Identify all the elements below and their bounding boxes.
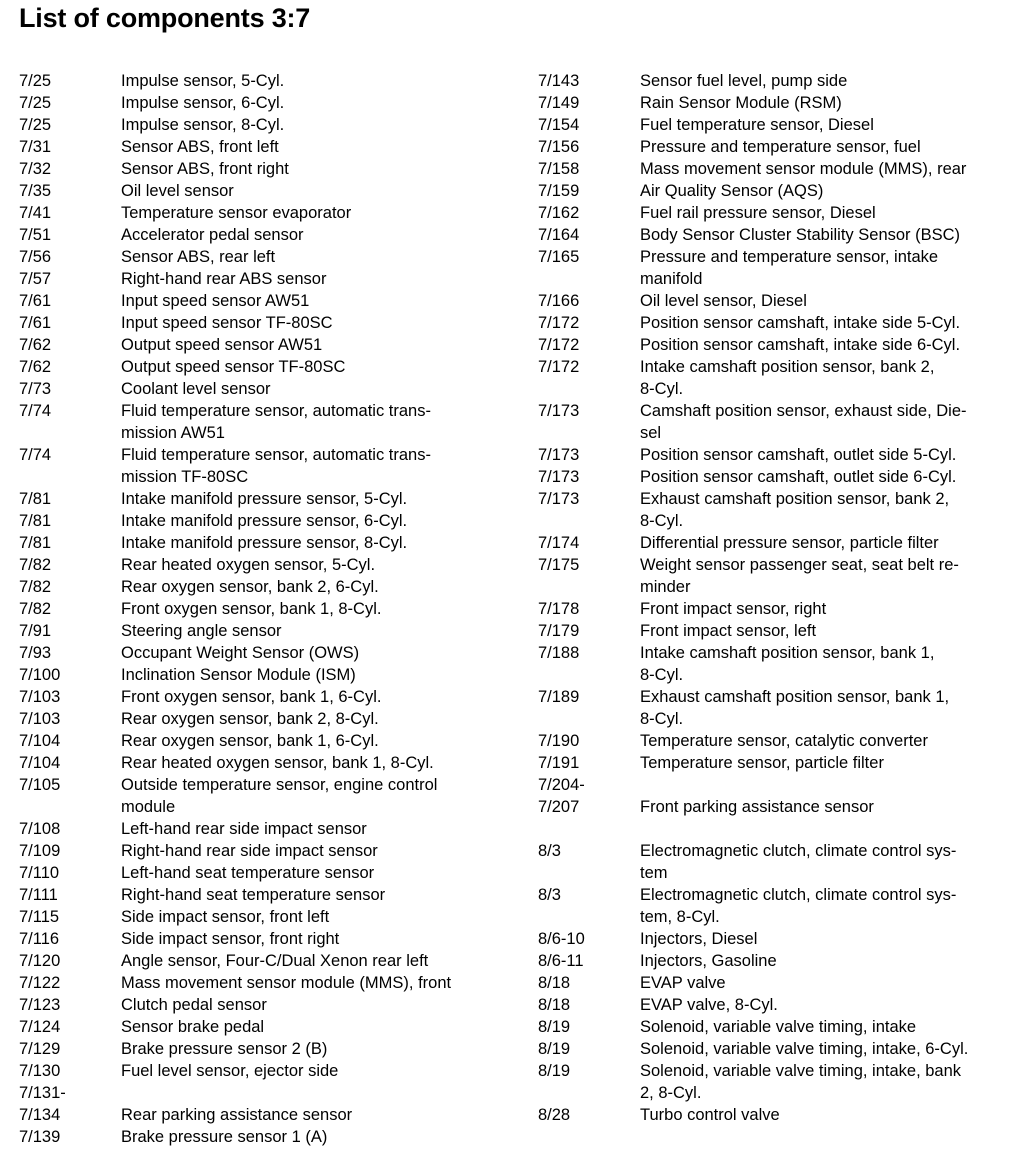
component-code: 7/166 (538, 292, 580, 310)
component-code: 7/93 (19, 644, 52, 662)
component-code (538, 664, 640, 686)
component-description: Intake manifold pressure sensor, 6-Cyl. (121, 512, 408, 530)
component-description: Rear oxygen sensor, bank 2, 8-Cyl. (121, 710, 379, 728)
component-description: EVAP valve, 8-Cyl. (640, 996, 778, 1014)
component-code: 7/179 (538, 622, 580, 640)
component-code: 7/73 (19, 380, 52, 398)
component-code: 7/105 (19, 776, 61, 794)
component-description: Brake pressure sensor 2 (B) (121, 1040, 328, 1058)
component-description: Sensor ABS, front right (121, 160, 289, 178)
component-description: Position sensor camshaft, outlet side 5-Cyl. (640, 446, 957, 464)
component-description: Outside temperature sensor, engine control (121, 776, 438, 794)
component-description: Accelerator pedal sensor (121, 226, 304, 244)
component-description: Sensor ABS, front left (121, 138, 279, 156)
component-code: 7/131- (19, 1084, 66, 1102)
component-code: 7/172 (538, 336, 580, 354)
component-code: 7/175 (538, 556, 580, 574)
component-code: 7/104 (19, 732, 61, 750)
component-description: Sensor ABS, rear left (121, 248, 276, 266)
component-code: 7/103 (19, 710, 61, 728)
component-description: Coolant level sensor (121, 380, 271, 398)
component-code: 7/173 (538, 446, 580, 464)
component-description: Right-hand rear side impact sensor (121, 842, 378, 860)
component-description: Temperature sensor, particle filter (640, 754, 884, 772)
component-code: 7/103 (19, 688, 61, 706)
component-code: 7/122 (19, 974, 61, 992)
component-code: 7/51 (19, 226, 52, 244)
component-description: Fluid temperature sensor, automatic trans- (121, 402, 431, 420)
component-code: 8/18 (538, 974, 571, 992)
component-description: Front impact sensor, right (640, 600, 827, 618)
component-code: 8/28 (538, 1106, 571, 1124)
component-code (538, 862, 640, 884)
component-code (538, 708, 640, 730)
component-description: Weight sensor passenger seat, seat belt re- (640, 556, 959, 574)
component-description: Front impact sensor, left (640, 622, 817, 640)
component-code: 7/191 (538, 754, 580, 772)
component-description: Steering angle sensor (121, 622, 282, 640)
component-description: Impulse sensor, 8-Cyl. (121, 116, 285, 134)
component-description: Position sensor camshaft, intake side 5-Cyl. (640, 314, 961, 332)
component-description: Solenoid, variable valve timing, intake (640, 1018, 917, 1036)
component-description: minder (640, 578, 691, 596)
component-description: Rain Sensor Module (RSM) (640, 94, 842, 112)
component-description: Rear heated oxygen sensor, 5-Cyl. (121, 556, 376, 574)
component-code: 7/164 (538, 226, 580, 244)
component-code: 7/123 (19, 996, 61, 1014)
component-description: Output speed sensor AW51 (121, 336, 323, 354)
component-description: Brake pressure sensor 1 (A) (121, 1128, 328, 1146)
component-code: 7/108 (19, 820, 61, 838)
component-description (640, 774, 1020, 796)
component-description: Air Quality Sensor (AQS) (640, 182, 824, 200)
components-list-left (19, 70, 521, 1148)
component-description: 8-Cyl. (640, 710, 684, 728)
component-description: Front oxygen sensor, bank 1, 8-Cyl. (121, 600, 382, 618)
component-code: 7/162 (538, 204, 580, 222)
component-code: 7/25 (19, 72, 52, 90)
component-code: 8/6-10 (538, 930, 585, 948)
component-description: 8-Cyl. (640, 380, 684, 398)
component-description: Electromagnetic clutch, climate control sys- (640, 886, 957, 904)
component-code: 7/159 (538, 182, 580, 200)
component-code: 7/172 (538, 358, 580, 376)
component-description: Side impact sensor, front left (121, 908, 330, 926)
component-description: Rear heated oxygen sensor, bank 1, 8-Cyl. (121, 754, 434, 772)
component-code: 7/188 (538, 644, 580, 662)
component-code: 7/82 (19, 556, 52, 574)
component-code: 7/31 (19, 138, 52, 156)
component-code: 7/62 (19, 358, 52, 376)
component-description: Occupant Weight Sensor (OWS) (121, 644, 360, 662)
component-code (538, 422, 640, 444)
component-code: 7/82 (19, 600, 52, 618)
component-code: 7/35 (19, 182, 52, 200)
component-code: 7/173 (538, 402, 580, 420)
component-code: 7/104 (19, 754, 61, 772)
component-description: Body Sensor Cluster Stability Sensor (BSC) (640, 226, 961, 244)
component-code: 7/130 (19, 1062, 61, 1080)
component-description: Oil level sensor (121, 182, 234, 200)
component-code: 7/189 (538, 688, 580, 706)
component-code (538, 268, 640, 290)
component-description: Intake camshaft position sensor, bank 2, (640, 358, 935, 376)
component-description: Inclination Sensor Module (ISM) (121, 666, 356, 684)
component-description: mission AW51 (121, 424, 225, 442)
component-code: 7/143 (538, 72, 580, 90)
component-code: 7/25 (19, 116, 52, 134)
component-code: 7/178 (538, 600, 580, 618)
component-code: 7/124 (19, 1018, 61, 1036)
component-code: 7/111 (19, 886, 58, 904)
component-description: 8-Cyl. (640, 512, 684, 530)
component-code: 7/173 (538, 490, 580, 508)
component-description: Fluid temperature sensor, automatic trans- (121, 446, 431, 464)
component-code: 7/91 (19, 622, 52, 640)
component-description: Input speed sensor TF-80SC (121, 314, 333, 332)
component-description: Injectors, Diesel (640, 930, 758, 948)
page-title: List of components 3:7 (19, 3, 311, 33)
component-description: Right-hand seat temperature sensor (121, 886, 386, 904)
component-code: 7/100 (19, 666, 61, 684)
component-description: Pressure and temperature sensor, fuel (640, 138, 921, 156)
component-description: Impulse sensor, 5-Cyl. (121, 72, 285, 90)
component-code: 7/174 (538, 534, 580, 552)
component-code (19, 422, 121, 444)
component-description: Rear oxygen sensor, bank 2, 6-Cyl. (121, 578, 379, 596)
component-description: Solenoid, variable valve timing, intake, bank (640, 1062, 962, 1080)
component-description: Left-hand rear side impact sensor (121, 820, 367, 838)
component-description: Fuel temperature sensor, Diesel (640, 116, 874, 134)
component-code (19, 796, 121, 818)
component-code: 7/173 (538, 468, 580, 486)
component-code (538, 818, 640, 840)
component-description: Right-hand rear ABS sensor (121, 270, 327, 288)
component-description: Impulse sensor, 6-Cyl. (121, 94, 285, 112)
component-code: 7/115 (19, 908, 60, 926)
component-description: Sensor fuel level, pump side (640, 72, 848, 90)
component-code (538, 510, 640, 532)
component-code: 7/56 (19, 248, 52, 266)
component-code: 7/81 (19, 512, 52, 530)
component-description: Mass movement sensor module (MMS), rear (640, 160, 967, 178)
component-code: 7/74 (19, 402, 52, 420)
component-code (538, 378, 640, 400)
component-code: 8/19 (538, 1018, 571, 1036)
component-description: Position sensor camshaft, intake side 6-Cyl. (640, 336, 961, 354)
component-description: EVAP valve (640, 974, 726, 992)
component-description: Rear oxygen sensor, bank 1, 6-Cyl. (121, 732, 379, 750)
component-code: 7/32 (19, 160, 52, 178)
component-code: 7/116 (19, 930, 60, 948)
component-description: Exhaust camshaft position sensor, bank 1, (640, 688, 950, 706)
component-code: 7/120 (19, 952, 61, 970)
component-description: manifold (640, 270, 703, 288)
component-code: 7/172 (538, 314, 580, 332)
component-description: Input speed sensor AW51 (121, 292, 310, 310)
component-description: Camshaft position sensor, exhaust side, Die- (640, 402, 967, 420)
component-description: tem (640, 864, 668, 882)
component-description: sel (640, 424, 662, 442)
component-code (538, 576, 640, 598)
component-code: 7/61 (19, 314, 52, 332)
component-code: 7/149 (538, 94, 580, 112)
component-description: Mass movement sensor module (MMS), front (121, 974, 452, 992)
component-description: Rear parking assistance sensor (121, 1106, 353, 1124)
component-code: 7/156 (538, 138, 580, 156)
component-description: Oil level sensor, Diesel (640, 292, 807, 310)
component-description: tem, 8-Cyl. (640, 908, 720, 926)
component-code: 7/154 (538, 116, 580, 134)
component-description: Solenoid, variable valve timing, intake, 6-Cyl. (640, 1040, 969, 1058)
component-code: 7/158 (538, 160, 580, 178)
component-code: 7/61 (19, 292, 52, 310)
component-code: 7/109 (19, 842, 61, 860)
component-code: 7/139 (19, 1128, 61, 1146)
component-description (121, 1082, 521, 1104)
component-description: Side impact sensor, front right (121, 930, 340, 948)
component-code: 7/81 (19, 534, 52, 552)
component-description: Turbo control valve (640, 1106, 780, 1124)
component-description: Intake manifold pressure sensor, 5-Cyl. (121, 490, 408, 508)
component-code: 7/134 (19, 1106, 61, 1124)
component-description: Intake camshaft position sensor, bank 1, (640, 644, 935, 662)
component-code (538, 1082, 640, 1104)
component-description: Temperature sensor, catalytic converter (640, 732, 928, 750)
component-description: Pressure and temperature sensor, intake (640, 248, 939, 266)
component-description: Intake manifold pressure sensor, 8-Cyl. (121, 534, 408, 552)
component-description: Angle sensor, Four-C/Dual Xenon rear left (121, 952, 429, 970)
component-description: Front parking assistance sensor (640, 798, 874, 816)
component-code: 8/6-11 (538, 952, 584, 970)
component-code (19, 466, 121, 488)
component-code: 7/62 (19, 336, 52, 354)
component-code: 7/25 (19, 94, 52, 112)
component-code (538, 906, 640, 928)
component-code: 7/165 (538, 248, 580, 266)
component-description: mission TF-80SC (121, 468, 249, 486)
component-description: Position sensor camshaft, outlet side 6-Cyl. (640, 468, 957, 486)
component-description: module (121, 798, 176, 816)
component-code: 7/82 (19, 578, 52, 596)
component-description: Differential pressure sensor, particle filter (640, 534, 939, 552)
component-description: Electromagnetic clutch, climate control sys- (640, 842, 957, 860)
component-description: Sensor brake pedal (121, 1018, 265, 1036)
component-code: 7/190 (538, 732, 580, 750)
component-code: 8/19 (538, 1040, 571, 1058)
component-code: 7/129 (19, 1040, 61, 1058)
component-description: Output speed sensor TF-80SC (121, 358, 346, 376)
component-code: 7/81 (19, 490, 52, 508)
component-description: Clutch pedal sensor (121, 996, 267, 1014)
component-description: Exhaust camshaft position sensor, bank 2, (640, 490, 950, 508)
component-description: Temperature sensor evaporator (121, 204, 352, 222)
component-description: Injectors, Gasoline (640, 952, 777, 970)
component-code: 7/74 (19, 446, 52, 464)
component-description: 2, 8-Cyl. (640, 1084, 702, 1102)
component-code: 8/3 (538, 886, 561, 904)
component-description: Front oxygen sensor, bank 1, 6-Cyl. (121, 688, 382, 706)
components-list-right (538, 70, 1020, 1126)
component-description: Fuel rail pressure sensor, Diesel (640, 204, 876, 222)
component-code: 8/18 (538, 996, 571, 1014)
component-description: 8-Cyl. (640, 666, 684, 684)
component-description: Left-hand seat temperature sensor (121, 864, 375, 882)
component-description (640, 818, 1020, 840)
component-code: 7/110 (19, 864, 60, 882)
component-code: 7/57 (19, 270, 52, 288)
component-code: 7/41 (19, 204, 52, 222)
component-code: 8/3 (538, 842, 561, 860)
component-code: 7/207 (538, 798, 580, 816)
component-description: Fuel level sensor, ejector side (121, 1062, 339, 1080)
component-code: 7/204- (538, 776, 585, 794)
component-code: 8/19 (538, 1062, 571, 1080)
